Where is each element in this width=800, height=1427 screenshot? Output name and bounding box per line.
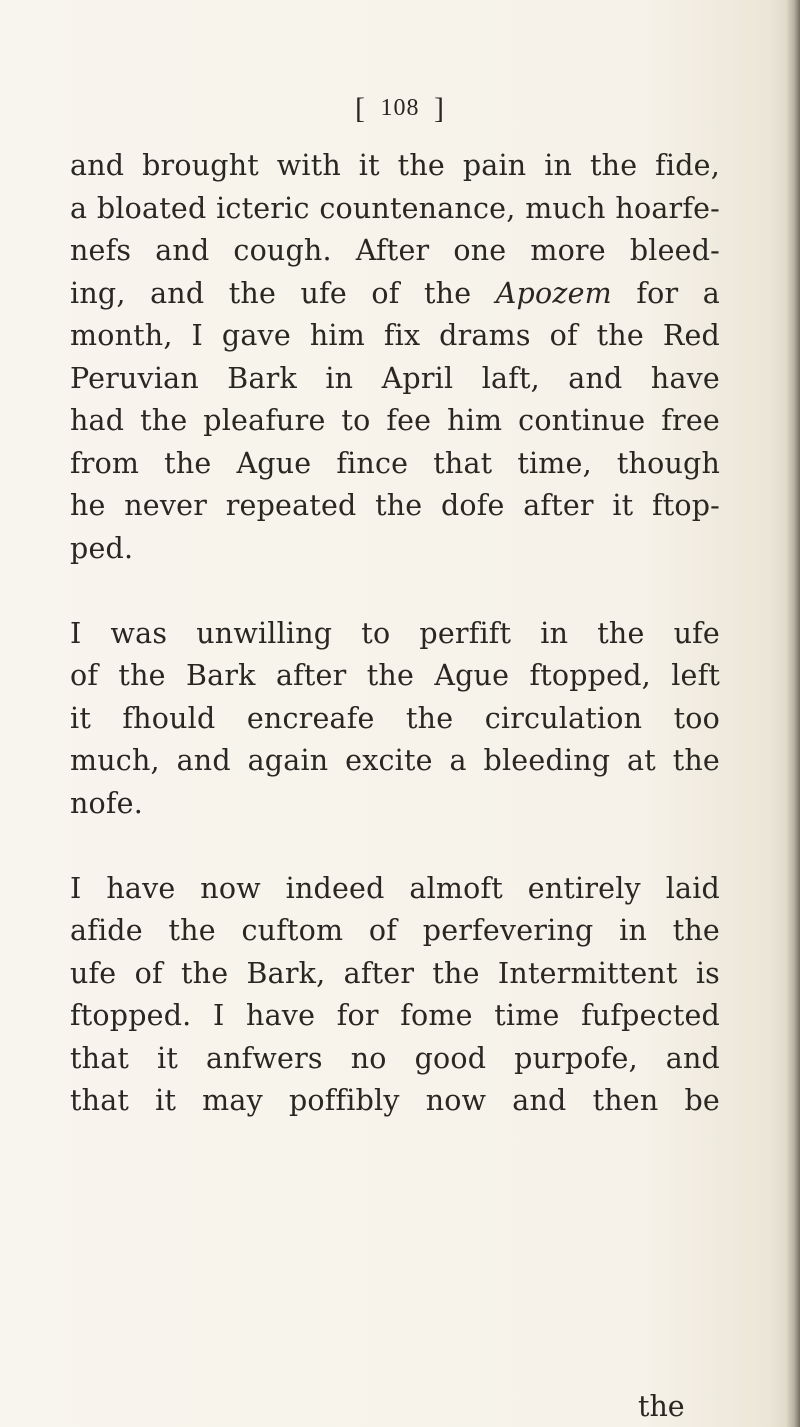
header-open-bracket: [ [355, 92, 366, 125]
body-text [70, 145, 720, 1123]
text-line: ped. [70, 531, 134, 565]
text-line: month, I gave him fix drams of the Red [70, 319, 720, 352]
text-line-apozem [70, 273, 720, 316]
text-line: I have now indeed almoft entirely laid [70, 871, 720, 905]
paragraph-gap [70, 825, 720, 868]
paragraph-2 [70, 613, 720, 826]
text-line: ftopped. I have for fome time fufpected [70, 999, 720, 1032]
text-line: Peruvian Bark in April laft, and have [70, 361, 720, 395]
page-header [0, 92, 800, 126]
text-line: of the Bark after the Ague ftopped, left [70, 659, 720, 692]
text-line: had the pleafure to fee him continue free [70, 404, 720, 437]
text-segment: ing, and the ufe of the [70, 276, 496, 310]
text-line: and brought with it the pain in the fide, [70, 149, 720, 182]
text-line: from the Ague fince that time, though [70, 446, 720, 480]
text-line: it fhould encreafe the circulation too [70, 701, 720, 735]
text-line: much, and again excite a bleeding at the [70, 744, 720, 777]
text-line: that it may poffibly now and then be [70, 1084, 720, 1117]
text-line: that it anfwers no good purpofe, and [70, 1041, 720, 1075]
paragraph-1 [70, 145, 720, 570]
paragraph-3 [70, 868, 720, 1123]
text-line: he never repeated the dofe after it ftop- [70, 489, 720, 522]
page-edge-shadow [786, 0, 800, 1427]
text-line: a bloated icteric countenance, much hoarfe- [70, 191, 720, 225]
header-close-bracket: ] [434, 92, 445, 125]
catchword: the [638, 1390, 685, 1423]
text-segment: for a [611, 276, 720, 310]
text-line: nefs and cough. After one more bleed- [70, 234, 720, 267]
italic-term: Apozem [495, 276, 612, 310]
text-line: I was unwilling to perfift in the ufe [70, 616, 720, 650]
text-line: afide the cuftom of perfevering in the [70, 914, 720, 947]
paragraph-gap [70, 570, 720, 613]
text-line: ufe of the Bark, after the Intermittent is [70, 956, 720, 990]
text-line: nofe. [70, 786, 143, 820]
page-number: 108 [380, 95, 420, 121]
